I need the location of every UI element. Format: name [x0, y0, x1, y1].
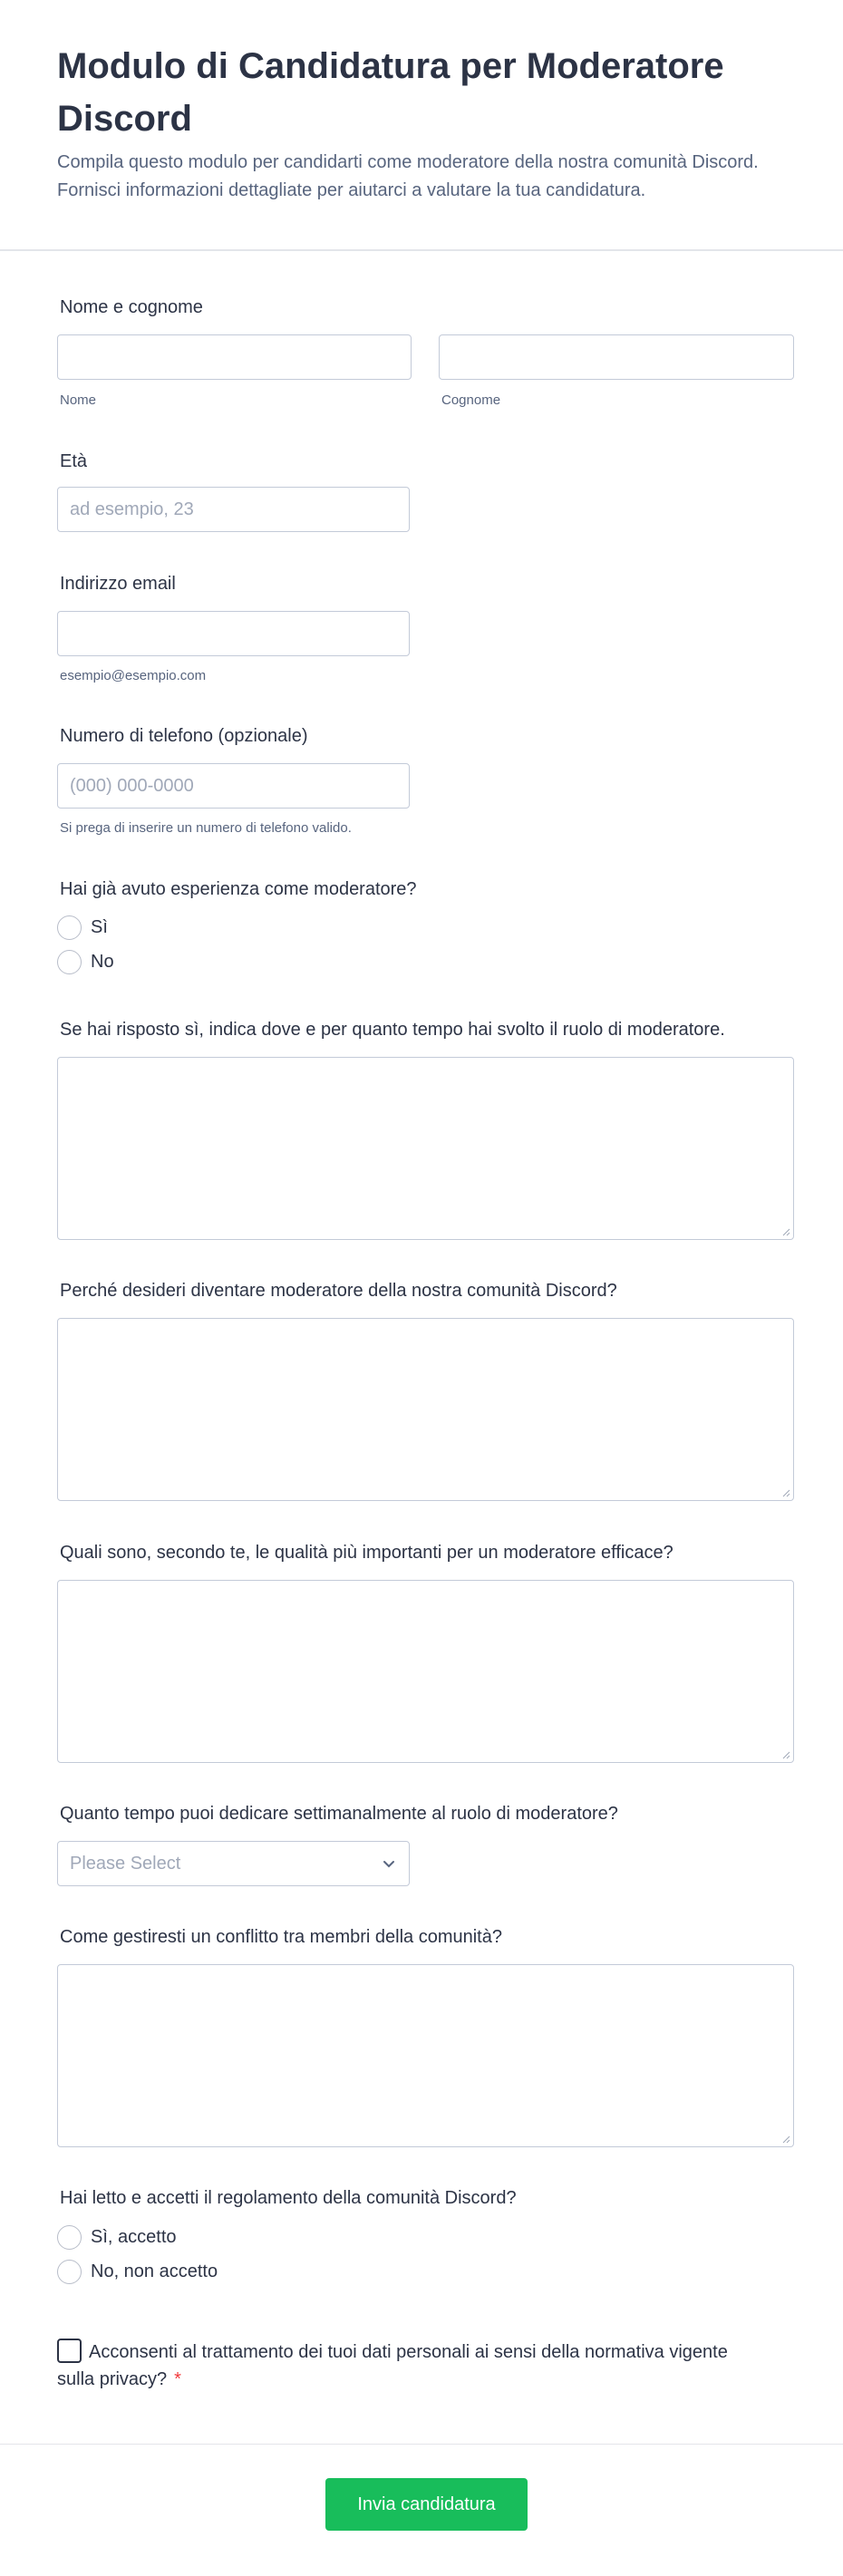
- email-input[interactable]: [57, 611, 410, 656]
- availability-label: Quanto tempo puoi dedicare settimanalmente al ruolo di moderatore?: [60, 1804, 618, 1824]
- radio-button[interactable]: [57, 2260, 82, 2284]
- first-name-sublabel: Nome: [60, 392, 97, 408]
- consent-field: [57, 2339, 746, 2393]
- resize-grip-icon[interactable]: [781, 2135, 790, 2144]
- radio-button[interactable]: [57, 950, 82, 974]
- resize-grip-icon[interactable]: [781, 1750, 790, 1759]
- page-subtitle: Compila questo modulo per candidarti come moderatore della nostra comunità Discord. Fornisci informazioni dettagliate per aiutarci a valutare la tua candidatura.: [57, 152, 759, 200]
- phone-label: Numero di telefono (opzionale): [60, 726, 308, 746]
- chevron-down-icon: [382, 1857, 396, 1872]
- submit-button[interactable]: Invia candidatura: [325, 2478, 528, 2531]
- radio-button[interactable]: [57, 915, 82, 940]
- consent-label: Acconsenti al trattamento dei tuoi dati personali ai sensi della normativa vigente sulla privacy?: [57, 2342, 728, 2389]
- form-header: [0, 0, 843, 251]
- phone-sublabel: Si prega di inserire un numero di telefono valido.: [60, 820, 352, 836]
- radio-label: Sì: [91, 916, 108, 937]
- last-name-input[interactable]: [439, 334, 794, 380]
- radio-label: No: [91, 951, 114, 972]
- availability-select[interactable]: [57, 1841, 410, 1886]
- email-sublabel: esempio@esempio.com: [60, 668, 207, 683]
- qualities-label: Quali sono, secondo te, le qualità più importanti per un moderatore efficace?: [60, 1543, 673, 1563]
- motivation-label: Perché desideri diventare moderatore della nostra comunità Discord?: [60, 1281, 617, 1301]
- resize-grip-icon[interactable]: [781, 1227, 790, 1236]
- rules-option-decline[interactable]: [57, 2258, 218, 2285]
- email-label: Indirizzo email: [60, 574, 176, 594]
- page-title: Modulo di Candidatura per Moderatore Discord: [57, 46, 724, 139]
- radio-label: No, non accetto: [91, 2261, 218, 2281]
- radio-label: Sì, accetto: [91, 2226, 177, 2247]
- first-name-input[interactable]: [57, 334, 412, 380]
- select-value: Please Select: [70, 1854, 181, 1874]
- conflict-label: Come gestiresti un conflitto tra membri della comunità?: [60, 1927, 502, 1947]
- qualities-textarea[interactable]: [57, 1580, 794, 1763]
- phone-input[interactable]: [57, 763, 410, 809]
- radio-button[interactable]: [57, 2225, 82, 2250]
- rules-option-accept[interactable]: [57, 2223, 177, 2251]
- name-label: Nome e cognome: [60, 297, 203, 317]
- experience-label: Hai già avuto esperienza come moderatore?: [60, 879, 417, 899]
- motivation-textarea[interactable]: [57, 1318, 794, 1501]
- age-input[interactable]: [57, 487, 410, 532]
- last-name-sublabel: Cognome: [441, 392, 501, 408]
- age-label: Età: [60, 451, 88, 471]
- experience-details-label: Se hai risposto sì, indica dove e per quanto tempo hai svolto il ruolo di moderatore.: [60, 1020, 725, 1040]
- conflict-textarea[interactable]: [57, 1964, 794, 2147]
- experience-option-no[interactable]: [57, 948, 114, 975]
- required-marker: *: [174, 2369, 181, 2389]
- experience-details-textarea[interactable]: [57, 1057, 794, 1240]
- rules-label: Hai letto e accetti il regolamento della comunità Discord?: [60, 2188, 517, 2208]
- consent-checkbox[interactable]: [57, 2339, 82, 2363]
- resize-grip-icon[interactable]: [781, 1488, 790, 1497]
- experience-option-yes[interactable]: [57, 914, 108, 941]
